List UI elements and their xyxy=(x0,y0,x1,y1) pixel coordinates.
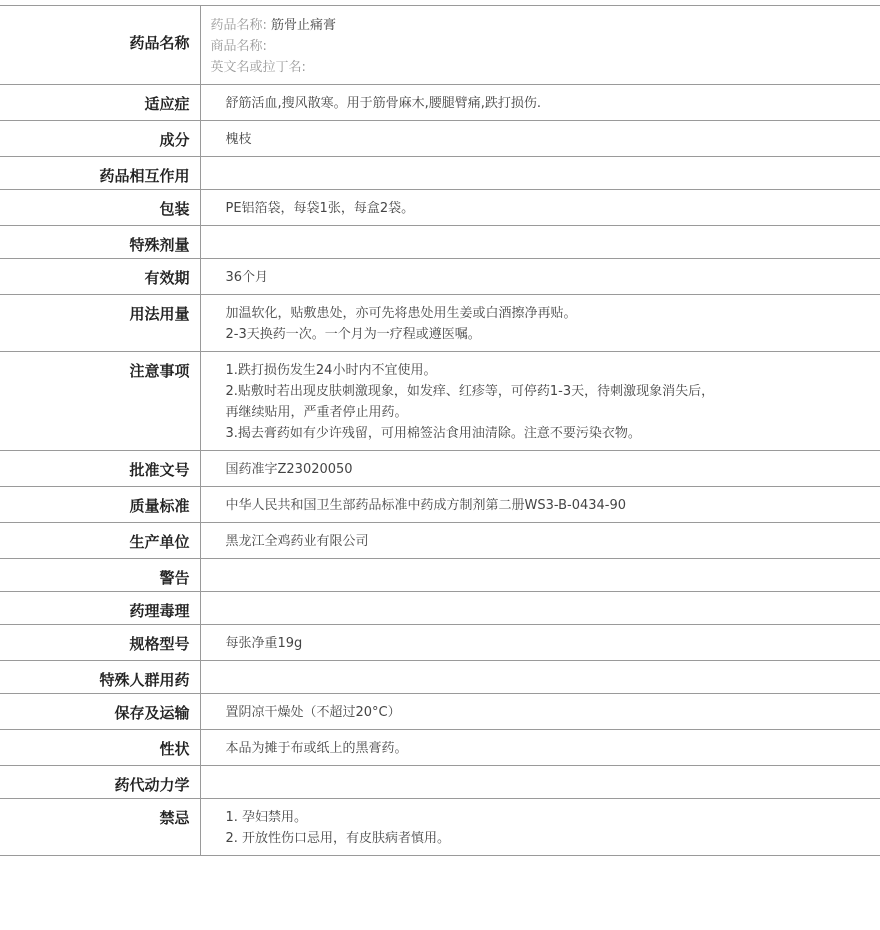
value-line: 2. 开放性伤口忌用，有皮肤病者慎用。 xyxy=(225,831,451,846)
row-drug-name xyxy=(0,6,880,85)
row-label: 警告 xyxy=(0,559,200,592)
row-value xyxy=(200,766,880,799)
row-toxicology xyxy=(0,592,880,625)
row-value xyxy=(200,259,880,295)
value-line: 2-3天换药一次。一个月为一疗程或遵医嘱。 xyxy=(225,327,481,342)
row-special-populations xyxy=(0,661,880,694)
row-label: 成分 xyxy=(0,121,200,157)
row-value xyxy=(200,226,880,259)
row-contraindications xyxy=(0,799,880,856)
trade-name-label: 商品名称: xyxy=(210,39,267,54)
row-value xyxy=(200,157,880,190)
drug-name-line xyxy=(211,15,871,36)
row-value xyxy=(200,352,880,451)
value-line: 再继续贴用，严重者停止用药。 xyxy=(225,405,408,420)
row-value xyxy=(200,799,880,856)
row-value xyxy=(200,121,880,157)
value-line: 国药准字Z23020050 xyxy=(225,462,353,477)
drug-spec-table xyxy=(0,5,880,856)
row-value xyxy=(200,661,880,694)
row-label: 性状 xyxy=(0,730,200,766)
value-line: 舒筋活血,搜风散寒。用于筋骨麻木,腰腿臂痛,跌打损伤. xyxy=(225,96,542,111)
row-value xyxy=(200,730,880,766)
row-manufacturer xyxy=(0,523,880,559)
row-precautions xyxy=(0,352,880,451)
value-line: 黑龙江全鸡药业有限公司 xyxy=(225,534,369,549)
row-value xyxy=(200,559,880,592)
row-usage xyxy=(0,295,880,352)
row-label: 药品相互作用 xyxy=(0,157,200,190)
row-label: 特殊人群用药 xyxy=(0,661,200,694)
value-line: 槐枝 xyxy=(225,132,252,147)
value-line: 1.跌打损伤发生24小时内不宜使用。 xyxy=(225,363,437,378)
row-value xyxy=(200,487,880,523)
row-approval-number xyxy=(0,451,880,487)
value-line: 加温软化，贴敷患处，亦可先将患处用生姜或白酒擦净再贴。 xyxy=(225,306,577,321)
row-shelf-life xyxy=(0,259,880,295)
row-value xyxy=(200,295,880,352)
row-value xyxy=(200,523,880,559)
english-name-label: 英文名或拉丁名: xyxy=(210,60,306,75)
value-line: 2.贴敷时若出现皮肤刺激现象，如发痒、红疹等，可停药1-3天，待刺激现象消失后， xyxy=(225,384,715,399)
row-warning xyxy=(0,559,880,592)
value-line: 本品为摊于布或纸上的黑膏药。 xyxy=(225,741,408,756)
row-appearance xyxy=(0,730,880,766)
row-pharmacokinetics xyxy=(0,766,880,799)
drug-name-value: 筋骨止痛膏 xyxy=(271,18,337,33)
row-specification xyxy=(0,625,880,661)
row-packaging xyxy=(0,190,880,226)
value-line: PE铝箔袋，每袋1张，每盒2袋。 xyxy=(225,201,415,216)
value-line: 1. 孕妇禁用。 xyxy=(225,810,308,825)
row-value xyxy=(200,85,880,121)
value-line: 每张净重19g xyxy=(225,636,303,651)
row-ingredients xyxy=(0,121,880,157)
row-label: 质量标准 xyxy=(0,487,200,523)
row-quality-standard xyxy=(0,487,880,523)
row-value xyxy=(200,6,880,85)
row-label: 保存及运输 xyxy=(0,694,200,730)
row-value xyxy=(200,451,880,487)
row-storage xyxy=(0,694,880,730)
row-value xyxy=(200,592,880,625)
row-label: 特殊剂量 xyxy=(0,226,200,259)
value-line: 置阴凉干燥处（不超过20°C） xyxy=(225,705,401,720)
row-label: 药代动力学 xyxy=(0,766,200,799)
row-special-dosage xyxy=(0,226,880,259)
row-label: 包装 xyxy=(0,190,200,226)
row-label: 规格型号 xyxy=(0,625,200,661)
row-label: 禁忌 xyxy=(0,799,200,856)
row-label: 药品名称 xyxy=(0,6,200,85)
row-label: 适应症 xyxy=(0,85,200,121)
row-label: 生产单位 xyxy=(0,523,200,559)
value-line: 中华人民共和国卫生部药品标准中药成方制剂第二册WS3-B-0434-90 xyxy=(225,498,627,513)
row-label: 批准文号 xyxy=(0,451,200,487)
drug-name-label: 药品名称: xyxy=(210,18,267,33)
row-label: 用法用量 xyxy=(0,295,200,352)
value-line: 3.揭去膏药如有少许残留，可用棉签沾食用油清除。注意不要污染衣物。 xyxy=(225,426,641,441)
row-value xyxy=(200,694,880,730)
row-value xyxy=(200,625,880,661)
row-interactions xyxy=(0,157,880,190)
value-line: 36个月 xyxy=(225,270,269,285)
row-label: 注意事项 xyxy=(0,352,200,451)
row-value xyxy=(200,190,880,226)
row-label: 有效期 xyxy=(0,259,200,295)
row-label: 药理毒理 xyxy=(0,592,200,625)
row-indications xyxy=(0,85,880,121)
